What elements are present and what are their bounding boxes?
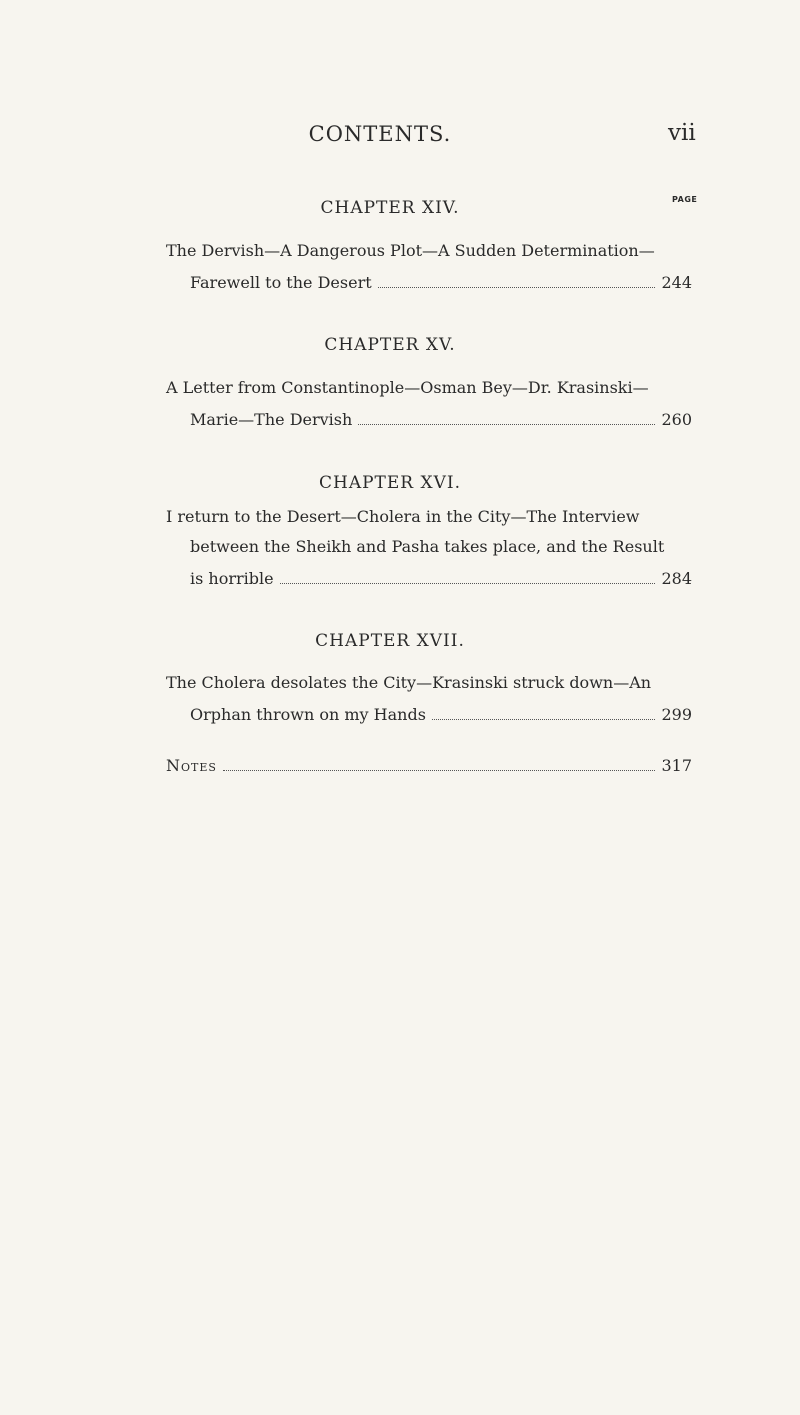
- toc-entry-text: is horrible: [190, 569, 274, 588]
- toc-entry: [190, 410, 692, 432]
- leader-dots: [280, 571, 656, 584]
- chapter-heading: CHAPTER XIV.: [320, 198, 460, 218]
- chapter-heading: CHAPTER XV.: [324, 335, 456, 355]
- toc-page-number: 244: [661, 273, 692, 292]
- page-number: vii: [668, 120, 696, 146]
- toc-entry: [190, 273, 692, 295]
- toc-page-number: 317: [661, 756, 692, 775]
- toc-entry: [190, 569, 692, 591]
- chapter-heading: CHAPTER XVI.: [319, 473, 461, 493]
- toc-page-number: 260: [661, 410, 692, 429]
- toc-entry-text: Marie—The Dervish: [190, 410, 353, 429]
- leader-dots: [432, 707, 656, 720]
- toc-notes-entry: [166, 756, 692, 778]
- running-title: CONTENTS.: [308, 122, 452, 146]
- toc-page-number: 299: [661, 705, 692, 724]
- toc-page-number: 284: [661, 569, 692, 588]
- leader-dots: [358, 412, 655, 425]
- toc-entry-line: A Letter from Constantinople—Osman Bey—Dr. Krasinski—: [166, 378, 649, 397]
- toc-entry-line: The Dervish—A Dangerous Plot—A Sudden Determination—: [166, 241, 655, 260]
- leader-dots: [223, 758, 656, 771]
- toc-entry: [190, 705, 692, 727]
- toc-entry-line: between the Sheikh and Pasha takes place, and the Result: [190, 537, 665, 556]
- toc-entry-text: Orphan thrown on my Hands: [190, 705, 426, 724]
- leader-dots: [378, 275, 656, 288]
- page-column-label: PAGE: [672, 195, 698, 204]
- toc-entry-line: I return to the Desert—Cholera in the City—The Interview: [166, 507, 640, 526]
- toc-entry-text: Farewell to the Desert: [190, 273, 372, 292]
- chapter-heading: CHAPTER XVII.: [315, 631, 465, 651]
- toc-notes-label: Notes: [166, 756, 217, 775]
- toc-entry-line: The Cholera desolates the City—Krasinski struck down—An: [166, 673, 652, 692]
